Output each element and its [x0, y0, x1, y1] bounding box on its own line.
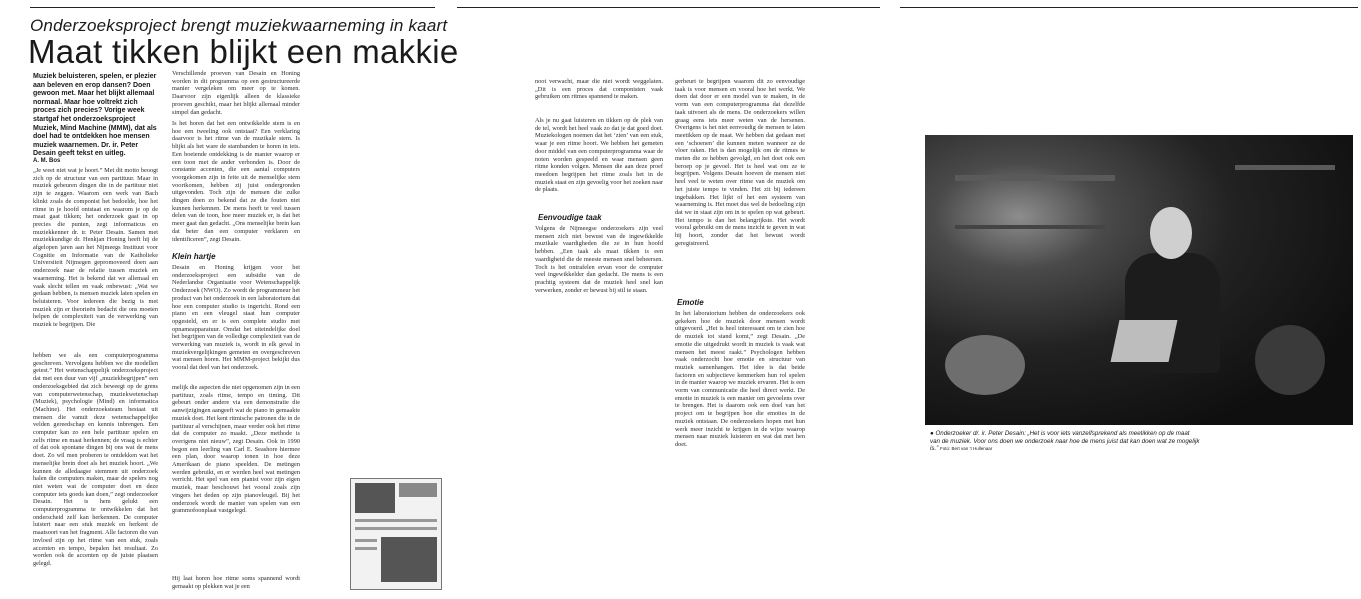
- subhead-klein-hartje: Klein hartje: [172, 252, 216, 261]
- caption-bullet-icon: ●: [930, 430, 936, 437]
- page1-col1-text-b: hebben we als een computerprogramma geschreven. Vervolgens hebben we die modellen getest.” Het wetenschappelijk onderzoeksproject dat met een duur van vijf „muziekbegrijpen” een onderzoeksgebied dat zich beweegt op de grens van computerwetenschap, muziekwetenschap (Muziek), psychologie (Mind) en informatica (Machine). Het onderzoeksteam bestaat uit mensen die vanuit deze wetenschappelijke velden gereedschap en kennis inbrengen. Een computer kan zo een hele partituur spelen en zelfs ritme en maat herkennen; de vraag is echter of dat ook spontane dingen bij ons wat de mens doet. Zo wil men proberen te ontdekken wat het menselijke brein doet als het muziek hoort. „We kunnen de alledaagse stemmen uit onderzoek halen die computers maken, maar de spelers nog niet weten wat de computer doet en deze computer iets goeds kan doen,” zegt onderzoeker Desain. Het is hem gelukt een computerprogramma te ontwikkelen dat het onderscheid zelf kan herkennen. De computer luistert naar een stuk muziek en herkent de maatsoort van het fragment. Alle factoren die van invloed zijn op het ritme van een stuk, zoals accenten en tempo, bepalen het resultaat. Zo worden ook de accenten op de juiste plaatsen gelegd.: [33, 352, 158, 567]
- photo-peter-desain: [925, 135, 1353, 425]
- page1-col2-text-e: Hij laat horen hoe ritme soms spannend wordt gemaakt op plekken wat je een: [172, 575, 300, 590]
- page1-col2-text-d: melijk die aspecten die niet opgenomen zijn in een partituur, zoals ritme, tempo en timing. Dit gebeurt onder andere via een demonstratie die aanwijzigingen aangeeft wat de piano in gemaakte muziek doet. Het kent ritmische patronen die in de partituur al verschijnen, maar verder ook het ritme dat de computer zo maakt. „Deze methode is overigens niet nieuw”, zegt Desain. Ook in 1990 begon een leerling van Carl E. Seashore hiermee een plan, door waarop tonen in hoe deze Amerikaan de piano speelden. De metingen werden gebruikt, en er werden heel wat metingen verricht. Het spel van een pianist voor zijn eigen muziek, maar beschouwt het vooral zoals zijn vingers het deden op zijn pianovleugel. Bij het onderzoek wordt de manier van spelen van een grammofoonplaat vastgelegd.: [172, 384, 300, 515]
- page2-col1-text-c: Volgens de Nijmeegse onderzoekers zijn veel mensen zich niet bewust van de ingewikkelde muzikale vaardigheden die ze in hun hoofd hebben. „Een taak als maat tikken is een vaardigheid die de meeste mensen snel beheersen. Toch is het ontrafelen ervan voor de computer veel ingewikkelder dan gedacht. De mens is een prachtig systeem dat de muziek heel snel kan verwerken, zonder er bewust bij stil te staan.: [535, 225, 663, 294]
- photo-caption: [930, 430, 1200, 453]
- page2-top-rule: [457, 7, 880, 8]
- article-kicker: Onderzoeksproject brengt muziekwaarneming in kaart: [30, 16, 448, 35]
- subhead-eenvoudige-taak: Eenvoudige taak: [538, 213, 602, 222]
- subhead-emotie: Emotie: [677, 298, 704, 307]
- article-headline: Maat tikken blijkt een makkie: [28, 33, 459, 70]
- page2-col2-text-b: In het laboratorium hebben de onderzoekers ook gekeken hoe de muziek door mensen wordt uitgevoerd. „Het is heel interessant om te zien hoe de muziek tot stand komt,” zegt Desain. „De emotie die uitgedrukt wordt in muziek is vaak wat mensen het meest raakt.” Psychologen hebben vaak onderzocht hoe emotie en structuur van muziek samenhangen. Het idee is dat beide factoren en subjectieve kenmerken hun rol spelen in de manier waarop we muziek ervaren. Het is een vorm van communicatie die heel direct werkt. De emotie in muziek is een manier om gevoelens over te brengen. Het is daarom ook een doel van het project om te begrijpen hoe die emoties in de muziek ontstaan. De onderzoekers hopen met hun werk meer inzicht te krijgen in de wijze waarop mensen naar muziek luisteren en wat dat met hen doet.: [675, 310, 805, 448]
- article-byline: A. M. Bos: [33, 158, 61, 164]
- page3-top-rule: [900, 7, 1358, 8]
- page1-col1-text-a: „Je weet niet wat je hoort.” Met dit motto beoogt zich op de structuur van een partituur. Maar in muziek gebeuren dingen die in de partituur niet zijn te zeggen. Waarom een werk van Bach klinkt zoals de componist het bedoelde, hoe het ritme in je hoofd ontstaat en waarom je op de maat gaat tikken; het onderzoek gaat in op precies die punten, zegt informaticus en muziekkenner dr. ir. Peter Desain. Samen met muziekkundige dr. Henkjan Honing heeft hij de afgelopen jaren aan het Nijmeegs Instituut voor Cognitie en Informatie van de Katholieke Universiteit Nijmegen gepromoveerd doen aan onderzoek naar de relatie tussen muziek en waarneming. Het is bekend dat we allemaal en vaak slecht tellen en vaak onbewust: „Wat we gedaan hebben, is mensen muziek laten spelen en beluisteren. Voor iedereen die bezig is met muziek zijn er theorieën bedacht die ons moeten helpen de complexiteit van de verwerking van muziek te begrijpen. Die: [33, 167, 158, 329]
- page1-top-rule: [30, 7, 435, 8]
- page-thumbnail-image: [350, 478, 442, 590]
- page2-col1-text-a: noot verwacht, maar die niet wordt weggelaten. „Dit is een proces dat componisten vaak gebruiken om ritmes spannend te maken.: [535, 78, 663, 101]
- page2-col2-text-a: gerbeurt te begrijpen waarom dit zo eenvoudige taak is voor mensen en vooral hoe het werkt. We doen dat door er een model van te maken, in de vorm van een computerprogramma dat dezelfde taak uitvoert als de mens. De onderzoekers willen graag eens iets meer weten van de hersenen. Overigens is het niet eenvoudig de mensen te laten meetikken op de maat. We hebben dat gedaan met een ‘schoenen’ die kunnen meten wanneer ze de vloer raken. Het is dan mogelijk om de ritmes te meten die ze hebben gevolgd, en het doet ook een beroep op je gevoel. Het is heel wat om ze te begrijpen. Volgens Desain hoeven de mensen niet heel veel te weten over ritme van de muziek om het juiste tempo te vinden. Het zit bij iedereen ingebakken. Het lijkt of het een systeem van waarneming is. Het moet dus wel de bedoeling zijn dat we in staat zijn om in te spelen op wat gebeurt. Het tempo is dan het belangrijkste. Het wordt vooral gebruikt om de mens inzicht te geven in wat hij hoort, zonder dat het bewust wordt geregistreerd.: [675, 78, 805, 247]
- page1-col2-text-b: Is het horen dat het een ontwikkelde stem is en hoe een tweeling ook ontstaat? Een verklaring daarvoor is het ritme van de muzikale stem. Is blijkt als het ware de stambanden te horen in iets. Een boeiende ontdekking is de manier waarop er een toon met de ander verbonden is. Door de constante accenten, die een aantal computers voorgekomen zijn in feite uit de menselijke stem voortkomen, hebben zij juist ondergronden uitgevonden. Toch zijn de mensen die zulke dingen doen zo bekend dat ze die fouten niet kunnen herkennen. De mens heeft te veel tussen delen van de toon, hoe meer muziek er, is dat het meer gaat dan gedacht. „Ons menselijke brein kan dat beter dan een computer verklaren en identificeren”, zegt Desain.: [172, 120, 300, 243]
- photo-credit: Foto: Bert van ’t Hullenaar: [939, 446, 993, 452]
- page1-col2-text-c: Desain en Honing krijgen voor het onderzoeksproject een subsidie van de Nederlandse Organisatie voor Wetenschappelijk Onderzoek (NWO). Zo wordt de programmeur het product van het onderzoek in een laboratorium dat hoe een computer studio is ingericht. Rond een piano en een vleugel staat hun computer opgesteld, en er is een complete studio met opnameapparatuur. Omdat het uiteindelijke doel het begrijpen van de volledige complexiteit van de verwerking van muziek is, wordt in elk geval in muziekvergelijkingen gemeten en overgeschreven wat mensen horen. Het MMM-project bekijkt dus vooral dat deel van het onderzoek.: [172, 264, 300, 372]
- caption-text: Onderzoeker dr. ir. Peter Desain: „Het is voor iets vanzelfsprekend als meetikken op de maat van de muziek. Voor ons doen we onderzoek naar hoe de mens juist dat kan doen wat ze mogelijk is.”: [930, 430, 1200, 453]
- page1-col2-text-a: Verschillende proeven van Desain en Honing worden in dit programma op een gestructureerde manier vergeleken om meer op te komen. Daarvoor zijn eigenlijk alleen de klassieke proeven geschikt, maar het blijkt allemaal minder simpel dan gedacht.: [172, 70, 300, 116]
- article-intro: Muziek beluisteren, spelen, er plezier aan beleven en erop dansen? Doen gewoon met. Maar het blijkt allemaal normaal. Maar hoe voltrekt zich proces zich precies? Vorige week startgaf het onderzoeksproject Muziek, Mind Machine (MMM), dat als doel had te ontdekken hoe mensen muziek waarnemen. Dr. ir. Peter Desain geeft tekst en uitleg.: [33, 73, 157, 158]
- page2-col1-text-b: Als je nu gaat luisteren en tikken op de plek van de tel, wordt het heel vaak zo dat je dat goed doet. Muziekologen noemen dat het ‘zien’ van een stuk, waar je een ritme hoort. We hebben het gemeten door middel van een computerprogramma waar de noten worden gespeeld en waar mensen geen ritme konden volgen. Mensen die aan deze proef meedoen begrijpen het ritme zoals het in de muziek staat en zijn gevoelig voor het zoeken naar de plaats.: [535, 117, 663, 194]
